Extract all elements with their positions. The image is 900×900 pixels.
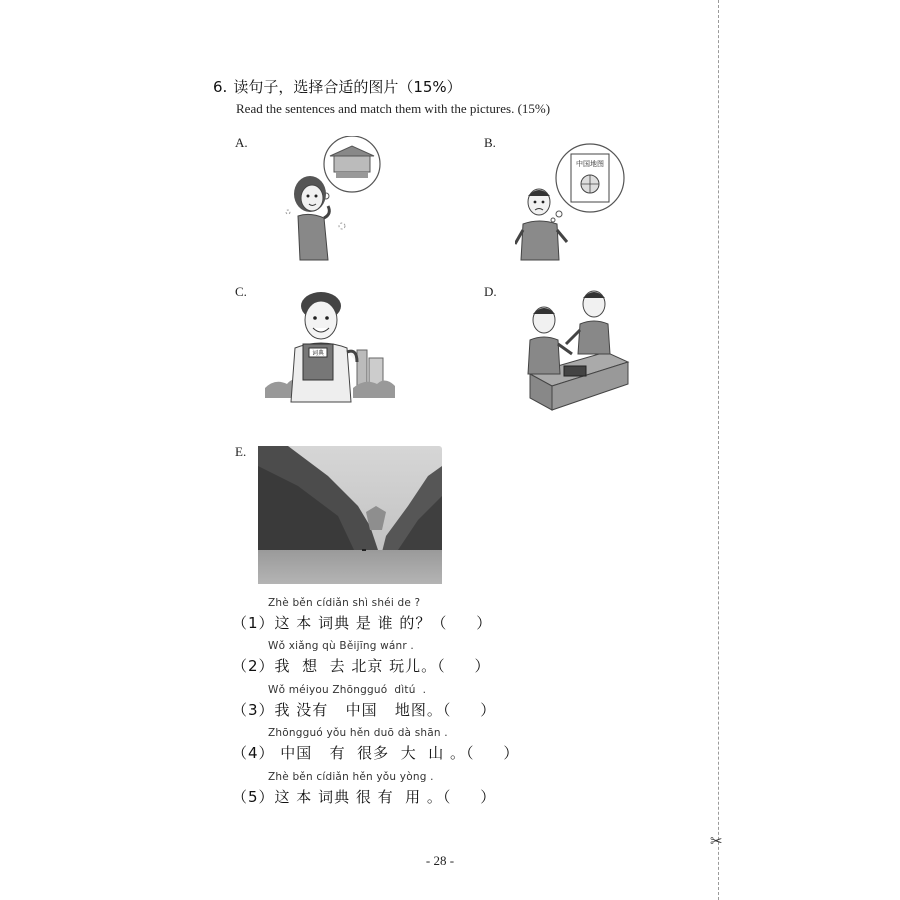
man-thinking-of-china-map-icon [515,140,625,266]
sentence-2 [232,640,491,676]
sentence-5 [232,771,496,807]
page-number: - 28 - [425,853,455,868]
sentence-text: （5）这 本 词典 很 有 用 。（ ） [232,788,497,806]
picture-label-d: D. [484,284,497,299]
question-title-en: Read the sentences and match them with the pictures. (15%) [236,101,551,116]
sentence-3 [232,684,496,720]
dictionary-label: 词典 [311,350,325,357]
question-number: 6. [213,78,228,96]
sentence-text: （1）这 本 词典 是 谁 的？（ ） [232,614,493,632]
picture-label-e: E. [235,444,247,459]
two-boys-with-book-icon [522,286,632,416]
picture-label-c: C. [235,284,247,299]
sentence-pinyin: Wǒ xiǎng qù Běijīng wánr . [268,640,414,652]
sentence-pinyin: Zhōngguó yǒu hěn duō dà shān . [268,727,448,739]
boy-holding-dictionary-icon [265,288,395,408]
sentence-1 [232,597,492,633]
sentence-pinyin: Wǒ méiyou Zhōngguó dìtú . [268,684,427,696]
question-title-cn: 读句子，选择合适的图片（15%） [233,78,462,96]
map-label: 中国地图 [576,160,604,168]
mountain-river-photo [258,446,442,588]
scissors-icon: ✂ [710,832,723,850]
sentence-text: （2）我 想 去 北京 玩儿。（ ） [232,657,491,675]
picture-label-b: B. [484,135,496,150]
woman-thinking-of-beijing-icon [280,136,390,268]
sentence-pinyin: Zhè běn cídiǎn hěn yǒu yòng . [268,771,434,783]
cut-line [718,0,719,900]
sentence-text: （4） 中国 有 很多 大 山 。（ ） [232,744,520,762]
question-heading [213,76,462,97]
sentence-4 [232,727,519,763]
picture-label-a: A. [235,135,248,150]
sentence-pinyin: Zhè běn cídiǎn shì shéi de ? [268,597,421,609]
sentence-text: （3）我 没有 中国 地图。（ ） [232,701,497,719]
